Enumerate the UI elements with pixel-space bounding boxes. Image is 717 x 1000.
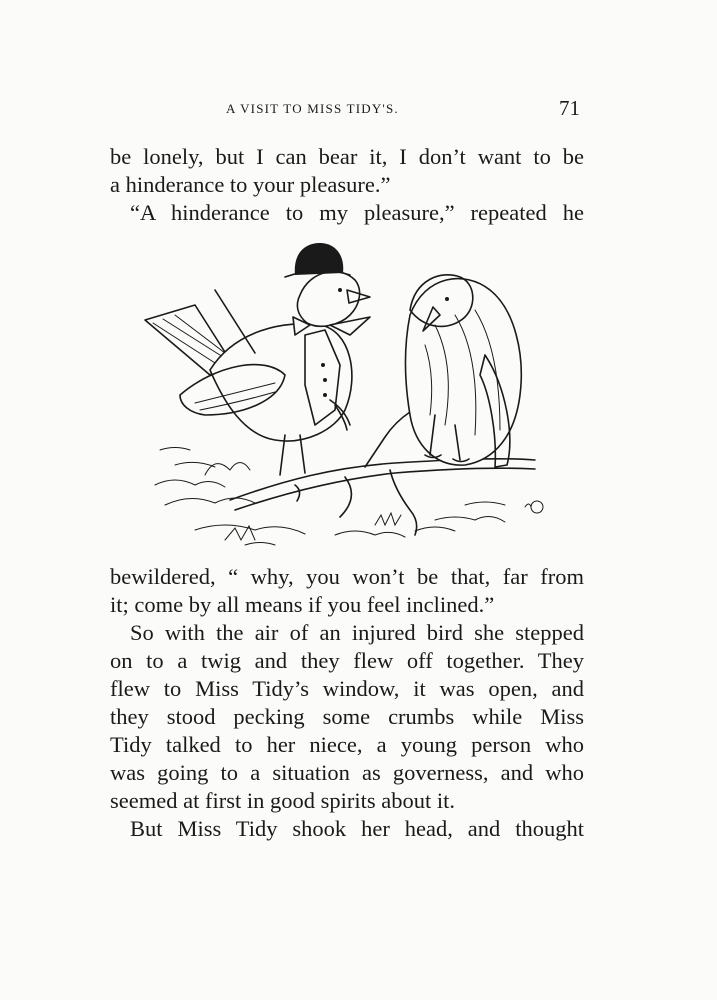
text-line: seemed at first in good spirits about it. [110,788,455,813]
running-head: A VISIT TO MISS TIDY'S. [226,101,399,116]
page-number: 71 [559,96,580,120]
left-bird-with-bowler-hat [145,243,370,475]
text-line: was going to a situation as governess, and who [110,760,584,785]
text-line: So with the air of an injured bird she stepped [130,620,584,645]
text-line: Tidy talked to her niece, a young person who [110,732,584,757]
right-bird-on-branch [405,275,521,467]
text-line: “A hinderance to my pleasure,” repeated he [130,200,584,225]
text-line: they stood pecking some crumbs while Miss [110,704,584,729]
text-line: bewildered, “ why, you won’t be that, far from [110,564,584,589]
text-line: it; come by all means if you feel inclined.” [110,592,495,617]
two-birds-on-branch-illustration [135,235,565,555]
text-line: on to a twig and they flew off together. They [110,648,584,673]
text-line: flew to Miss Tidy’s window, it was open, and [110,676,584,701]
text-line: be lonely, but I can bear it, I don’t want to be [110,144,584,169]
artist-monogram [525,501,543,513]
text-line: a hinderance to your pleasure.” [110,172,391,197]
text-line: But Miss Tidy shook her head, and thought [130,816,584,841]
